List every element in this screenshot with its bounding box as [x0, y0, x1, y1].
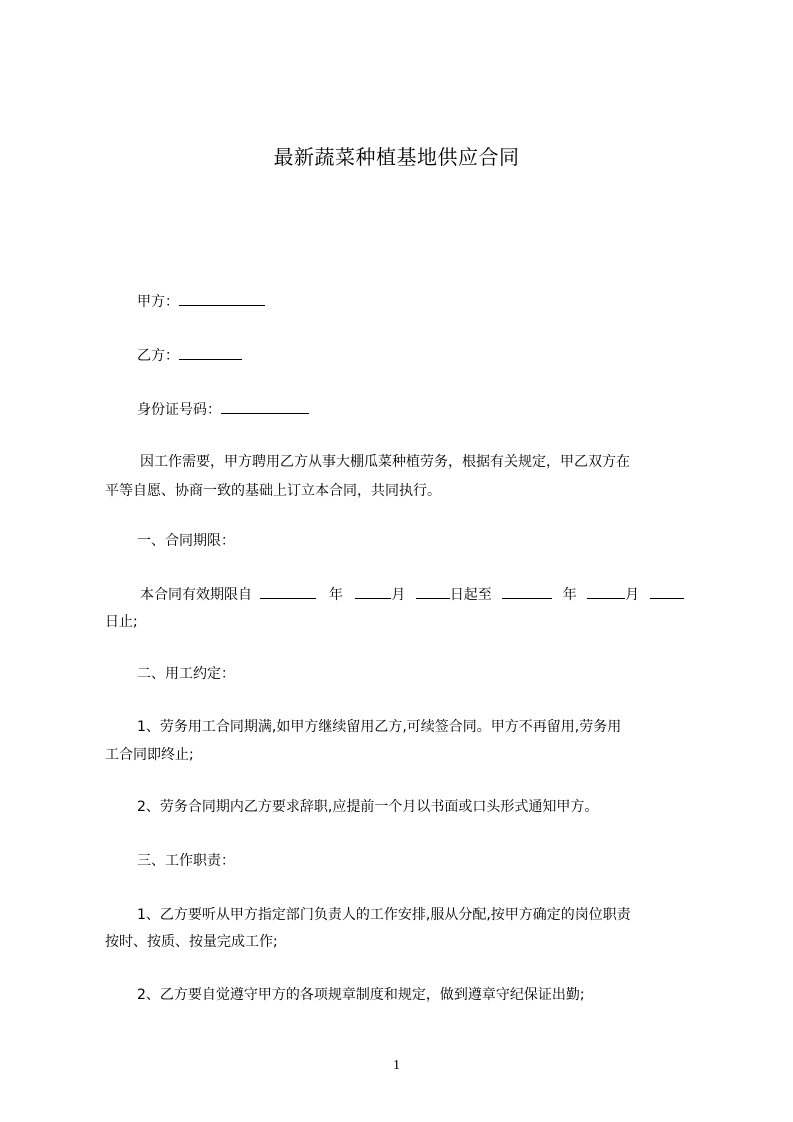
contract-term-line-2: 日止; [105, 614, 138, 630]
term-prefix: 本合同有效期限自 [140, 587, 252, 603]
intro-paragraph-line-2: 平等自愿、协商一致的基础上订立本合同，共同执行。 [105, 483, 441, 499]
section-3-item-1-line-2: 按时、按质、按量完成工作; [105, 934, 278, 950]
intro-paragraph-line-1: 因工作需要，甲方聘用乙方从事大棚瓜菜种植劳务，根据有关规定，甲乙双方在 [140, 454, 630, 470]
section-1-heading: 一、合同期限： [137, 533, 235, 549]
term-day-to: 日起至 [449, 587, 492, 603]
party-a-line [137, 291, 265, 312]
start-year-blank[interactable] [260, 584, 316, 599]
id-number-line [137, 399, 309, 420]
section-2-heading: 二、用工约定： [137, 666, 235, 682]
term-year-2: 年 [562, 587, 577, 603]
id-number-label: 身份证号码： [137, 402, 221, 418]
id-number-blank[interactable] [221, 399, 309, 414]
term-year-1: 年 [328, 587, 343, 603]
section-3-heading: 三、工作职责： [137, 853, 235, 869]
section-3-item-1-line-1: 1、乙方要听从甲方指定部门负责人的工作安排,服从分配,按甲方确定的岗位职责 [137, 907, 631, 923]
contract-term-line-1 [140, 584, 684, 605]
section-2-item-1-line-2: 工合同即终止; [105, 747, 194, 763]
section-3-item-2: 2、乙方要自觉遵守甲方的各项规章制度和规定，做到遵章守纪保证出勤; [137, 987, 585, 1003]
section-2-item-1-line-1: 1、劳务用工合同期满,如甲方继续留用乙方,可续签合同。甲方不再留用,劳务用 [137, 719, 622, 735]
document-title: 最新蔬菜种植基地供应合同 [273, 145, 520, 169]
party-b-blank[interactable] [179, 345, 242, 360]
party-b-label: 乙方： [137, 348, 179, 364]
party-a-label: 甲方： [137, 294, 179, 310]
page-number: 1 [393, 1058, 400, 1073]
term-month-1: 月 [391, 587, 406, 603]
end-year-blank[interactable] [502, 584, 552, 599]
party-a-blank[interactable] [179, 291, 265, 306]
term-month-2: 月 [625, 587, 640, 603]
end-day-blank[interactable] [650, 584, 684, 599]
section-2-item-2: 2、劳务合同期内乙方要求辞职,应提前一个月以书面或口头形式通知甲方。 [137, 799, 599, 815]
start-month-blank[interactable] [355, 584, 391, 599]
end-month-blank[interactable] [587, 584, 625, 599]
start-day-blank[interactable] [416, 584, 450, 599]
party-b-line [137, 345, 242, 366]
